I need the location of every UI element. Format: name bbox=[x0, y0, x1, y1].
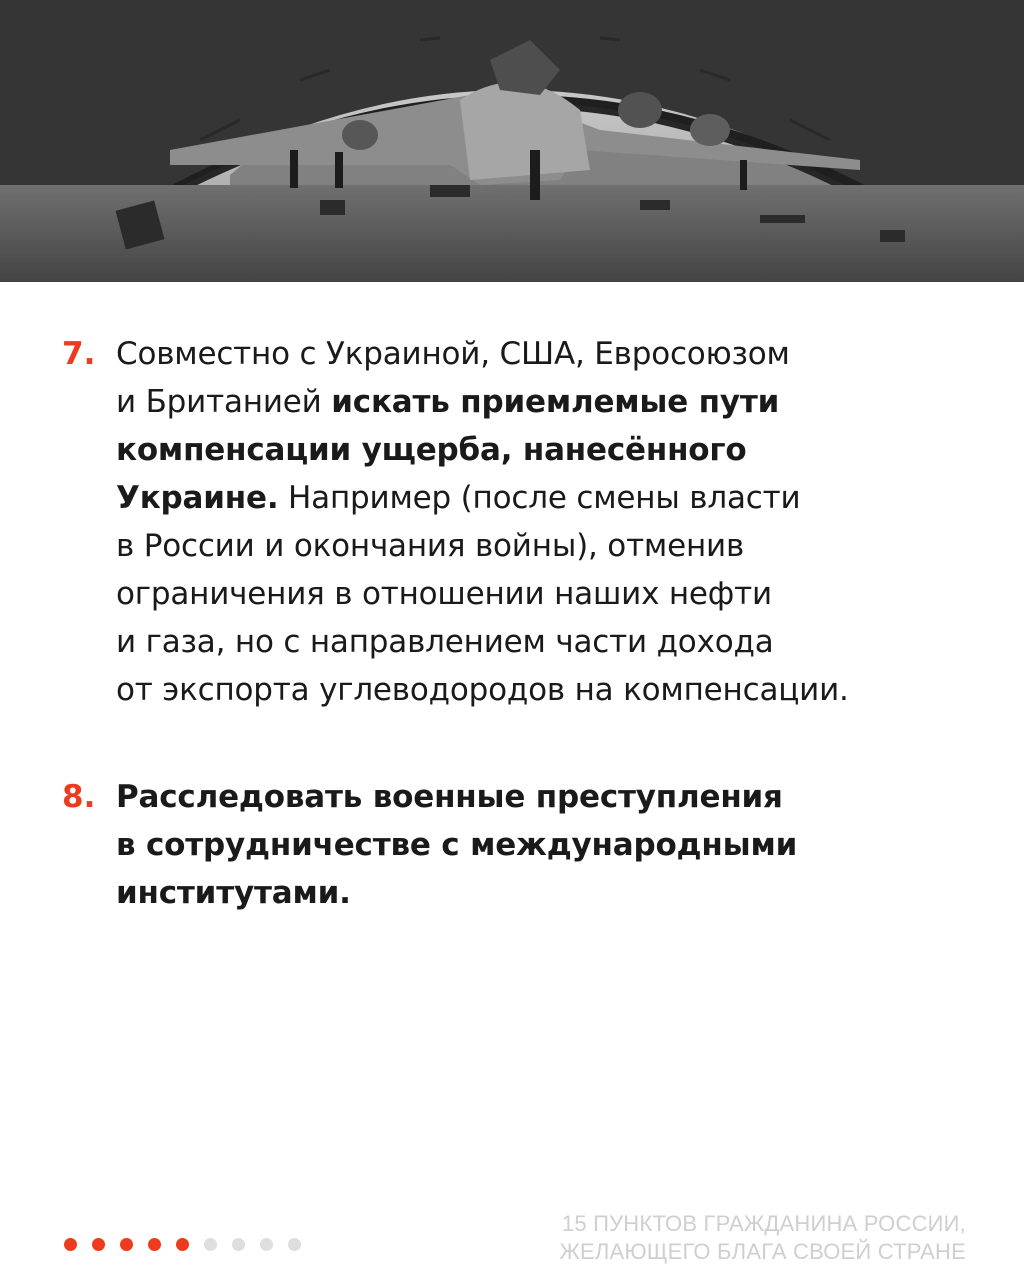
text-line bbox=[116, 821, 946, 869]
text-line bbox=[116, 330, 946, 378]
page-dot-active bbox=[176, 1238, 189, 1251]
item-text bbox=[116, 330, 946, 714]
page-dot bbox=[232, 1238, 245, 1251]
text-line bbox=[116, 666, 946, 714]
regular-text: ограничения в отношении наших нефти bbox=[116, 576, 772, 612]
page-dot-active bbox=[64, 1238, 77, 1251]
footer-line: 15 ПУНКТОВ ГРАЖДАНИНА РОССИИ, bbox=[561, 1211, 966, 1236]
bold-text: компенсации ущерба, нанесённого bbox=[116, 432, 747, 468]
regular-text: Например (после смены власти bbox=[278, 480, 801, 516]
bold-text: в сотрудничестве с международными bbox=[116, 827, 798, 863]
text-line bbox=[116, 474, 946, 522]
page-dot-active bbox=[120, 1238, 133, 1251]
page-dot-active bbox=[148, 1238, 161, 1251]
footer-caption bbox=[560, 1210, 966, 1266]
bold-text: искать приемлемые пути bbox=[331, 384, 780, 420]
item-text bbox=[116, 773, 946, 917]
item-number: 7. bbox=[62, 336, 96, 372]
regular-text: от экспорта углеводородов на компенсации. bbox=[116, 672, 849, 708]
header-photo bbox=[0, 0, 1024, 282]
regular-text: и газа, но с направлением части дохода bbox=[116, 624, 774, 660]
bold-text: Расследовать военные преступления bbox=[116, 779, 783, 815]
text-line bbox=[116, 522, 946, 570]
item-number: 8. bbox=[62, 779, 96, 815]
text-line bbox=[116, 570, 946, 618]
regular-text: в России и окончания войны), отменив bbox=[116, 528, 745, 564]
footer-line: ЖЕЛАЮЩЕГО БЛАГА СВОЕЙ СТРАНЕ bbox=[559, 1239, 966, 1264]
page-dot bbox=[260, 1238, 273, 1251]
text-line bbox=[116, 618, 946, 666]
text-line bbox=[116, 426, 946, 474]
text-line bbox=[116, 869, 946, 917]
text-line bbox=[116, 378, 946, 426]
page-dot bbox=[288, 1238, 301, 1251]
text-line bbox=[116, 773, 946, 821]
bold-text: институтами. bbox=[116, 875, 351, 911]
bold-text: Украине. bbox=[116, 480, 279, 516]
page-dot-active bbox=[92, 1238, 105, 1251]
regular-text: Совместно с Украиной, США, Евросоюзом bbox=[116, 336, 790, 372]
page-dot bbox=[204, 1238, 217, 1251]
regular-text: и Британией bbox=[116, 384, 332, 420]
